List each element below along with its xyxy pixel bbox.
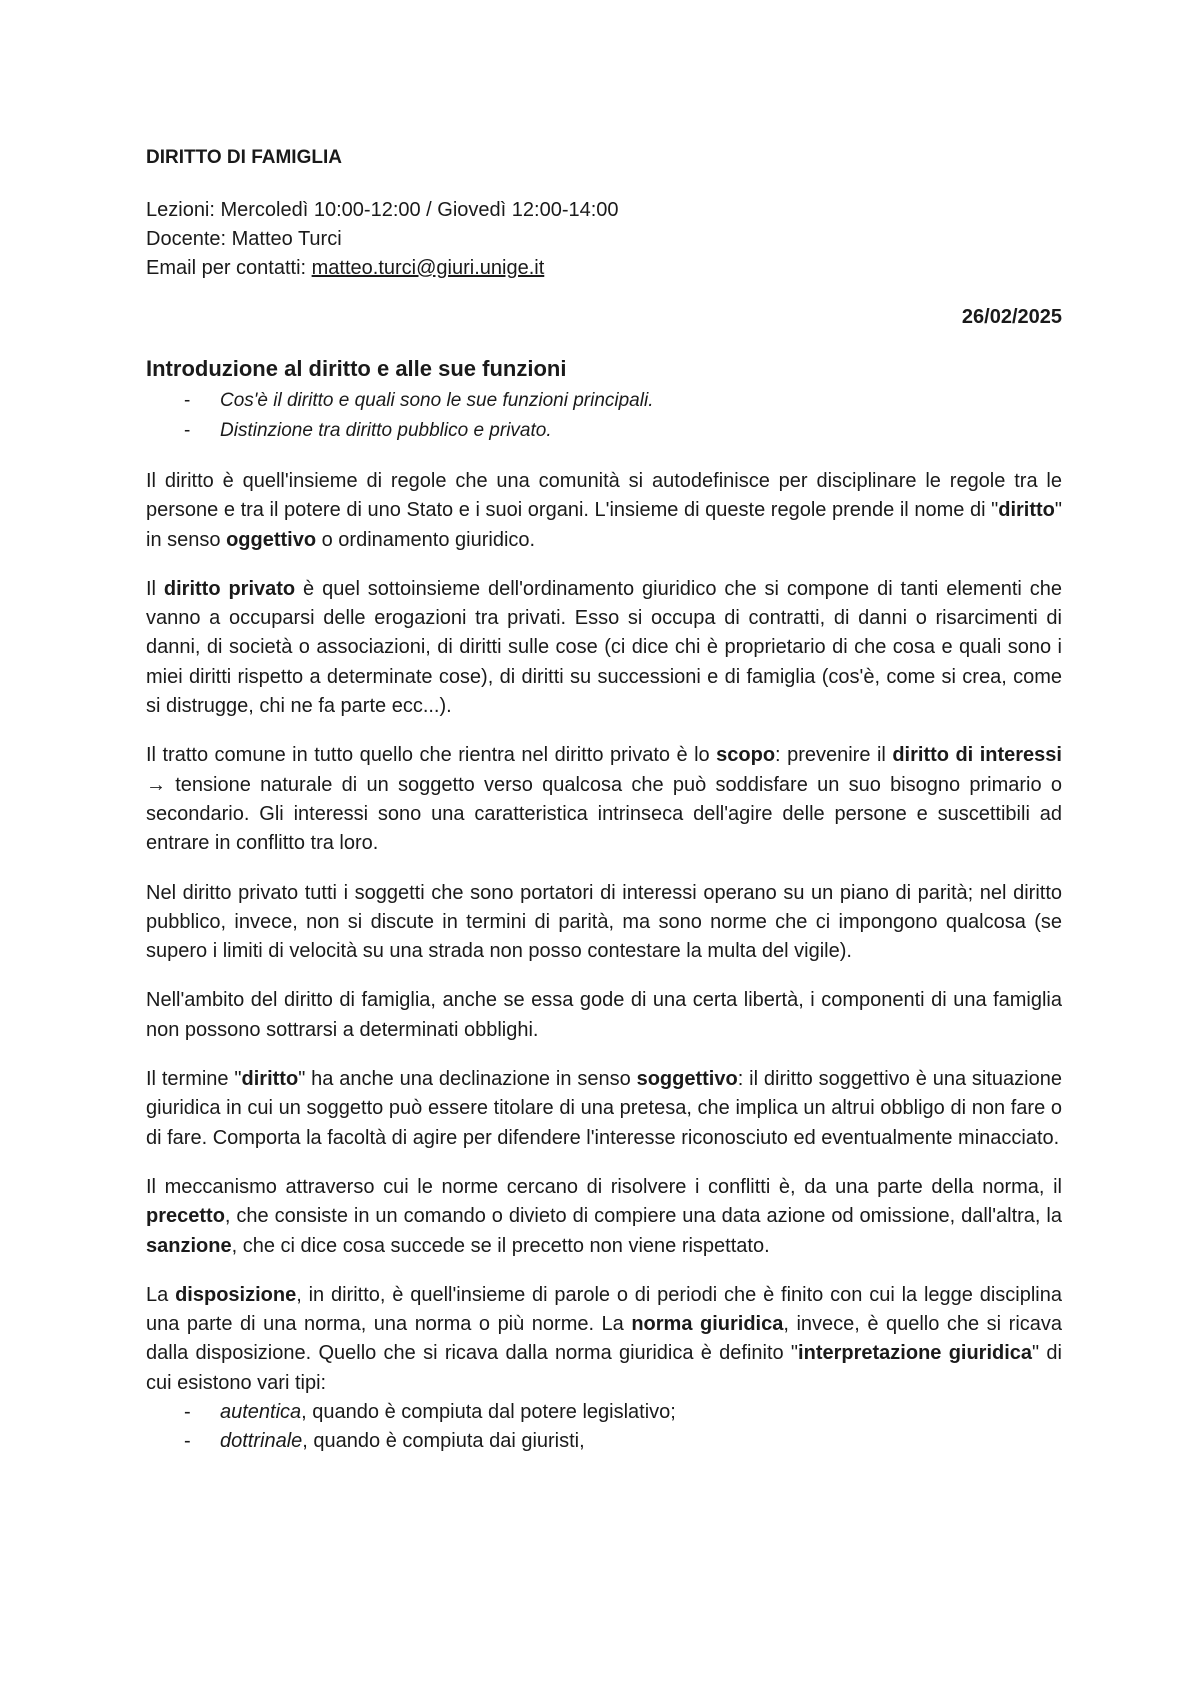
bold-term: sanzione: [146, 1234, 232, 1257]
text: " di cui esistono vari tipi:: [146, 1342, 1063, 1394]
text: , quando è compiuta dal potere legislativo;: [301, 1401, 676, 1424]
interpretation-types-list: [146, 1398, 1062, 1457]
bold-term: interpretazione giuridica: [798, 1342, 1033, 1365]
section-title: Introduzione al diritto e alle sue funzioni: [146, 356, 567, 381]
text: : prevenire il: [775, 744, 893, 767]
text: o ordinamento giuridico.: [316, 528, 536, 551]
paragraph-disposition: [146, 1281, 1062, 1398]
contact-line: [146, 254, 619, 283]
course-info: [146, 196, 619, 283]
text: Il: [146, 577, 164, 600]
text: Il termine ": [146, 1068, 242, 1091]
text: , quando è compiuta dai giuristi,: [302, 1430, 585, 1453]
text: La: [146, 1283, 176, 1306]
email-label: Email per contatti:: [146, 257, 312, 279]
text: : il diritto soggettivo è una situazione giuridica in cui un soggetto può essere titolare di una pretesa, che implica un altrui obbligo di non fare o di fare. Comporta la facoltà di agire per difendere l'interesse riconosciuto ed eventualmente minacciato.: [146, 1068, 1062, 1149]
list-item: [146, 1427, 1062, 1456]
bold-term: oggettivo: [226, 528, 317, 551]
teacher-name: Docente: Matteo Turci: [146, 228, 342, 250]
text: , in diritto, è quell'insieme di parole o di periodi che è finito con cui la legge disciplina una parte di una norma, una norma o più norme. La: [146, 1283, 1062, 1336]
lessons-schedule: Lezioni: Mercoledì 10:00-12:00 / Giovedì 12:00-14:00: [146, 199, 619, 221]
list-item: - Cos'è il diritto e quali sono le sue funzioni principali.: [146, 386, 653, 416]
italic-term: dottrinale: [220, 1430, 303, 1453]
text: , che ci dice cosa succede se il precetto non viene rispettato.: [231, 1234, 770, 1257]
bold-term: disposizione: [175, 1283, 297, 1306]
paragraph-private-law: [146, 575, 1062, 721]
lesson-date: 26/02/2025: [961, 306, 1062, 328]
italic-term: autentica: [220, 1401, 302, 1424]
paragraph-family: Nell'ambito del diritto di famiglia, anche se essa gode di una certa libertà, i componenti di una famiglia non possono sottrarsi a determinati obblighi.: [146, 989, 1062, 1041]
text: Il diritto è quell'insieme di regole che una comunità si autodefinisce per disciplinare le regole tra le persone e tra il potere di uno Stato e i suoi organi. L'insieme di queste regole prende il nome di ": [146, 470, 1062, 522]
text: " ha anche una declinazione in senso: [298, 1068, 637, 1091]
document-title: DIRITTO DI FAMIGLIA: [146, 147, 342, 168]
paragraph-subjective: [146, 1065, 1062, 1153]
text: , che consiste in un comando o divieto di compiere una data azione od omissione, dall'altra, la: [224, 1205, 1062, 1228]
bold-term: diritto privato: [163, 577, 296, 600]
bold-term: diritto: [241, 1068, 299, 1091]
text: , invece, è quello che si ricava dalla disposizione. Quello che si ricava dalla norma giuridica è definito ": [146, 1313, 1063, 1365]
list-item: [146, 1398, 1062, 1427]
paragraph-interests: [146, 741, 1062, 858]
bold-term: diritto di interessi: [892, 744, 1062, 767]
paragraph-parity: Nel diritto privato tutti i soggetti che sono portatori di interessi operano su un piano di parità; nel diritto pubblico, invece, non si discute in termini di parità, ma sono norme che ci impongono qualcosa (se supero i limiti di velocità su una strada non posso contestare la multa del vigile).: [146, 881, 1062, 963]
paragraph-definition: [146, 467, 1062, 555]
bold-term: scopo: [716, 744, 776, 767]
paragraph-mechanism: [146, 1173, 1062, 1261]
bold-term: norma giuridica: [631, 1313, 784, 1336]
bold-term: diritto: [998, 499, 1055, 522]
email-link[interactable]: matteo.turci@giuri.unige.it: [311, 257, 545, 279]
list-item: - Distinzione tra diritto pubblico e privato.: [146, 416, 653, 446]
document-body: [146, 467, 1062, 1457]
text: Il tratto comune in tutto quello che rientra nel diritto privato è lo: [146, 744, 717, 767]
text: → tensione naturale di un soggetto verso qualcosa che può soddisfare un suo bisogno primario o secondario. Gli interessi sono una caratteristica intrinseca dell'agire delle persone e suscettibili ad entrare in conflitto tra loro.: [146, 773, 1062, 855]
bold-term: precetto: [146, 1205, 225, 1228]
bold-term: soggettivo: [636, 1068, 738, 1091]
text: Il meccanismo attraverso cui le norme cercano di risolvere i conflitti è, da una parte della norma, il: [146, 1175, 1062, 1198]
topics-list: [146, 386, 653, 446]
text: " in senso: [146, 499, 1062, 551]
text: è quel sottoinsieme dell'ordinamento giuridico che si compone di tanti elementi che vanno a occuparsi delle erogazioni tra privati. Esso si occupa di contratti, di danni o risarcimenti di danni, di società o associazioni, di diritti sulle cose (ci dice chi è proprietario di che cosa e quali sono i miei diritti rispetto a determinate cose), di diritti su successioni e di famiglia (cos'è, come si crea, come si distrugge, chi ne fa parte ecc...).: [146, 577, 1062, 718]
